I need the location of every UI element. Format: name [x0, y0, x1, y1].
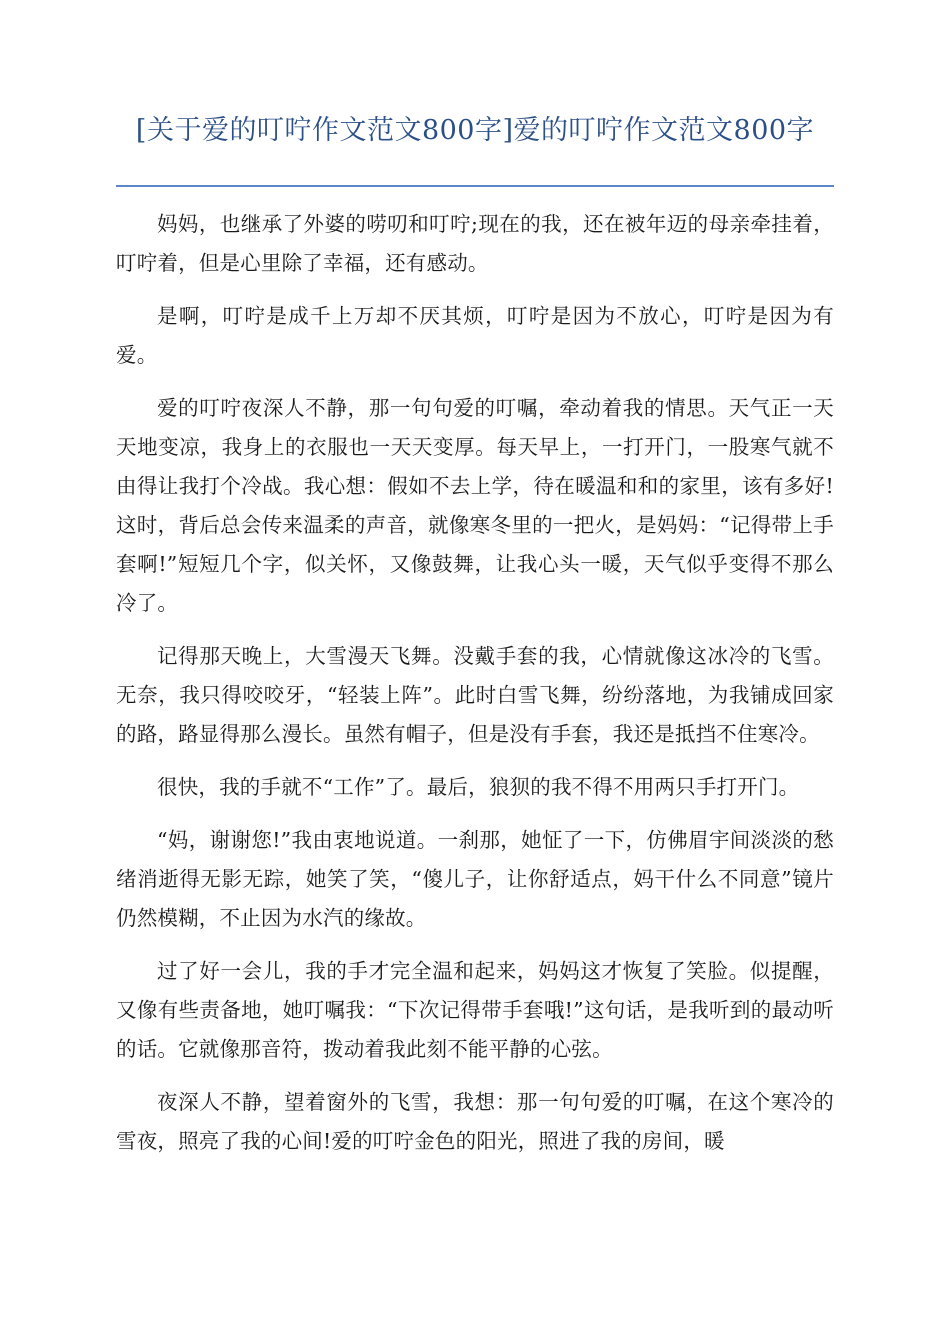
document-title: [关于爱的叮咛作文范文800字]爱的叮咛作文范文800字 — [135, 115, 815, 146]
paragraph-6: “妈，谢谢您!”我由衷地说道。一刹那，她怔了一下，仿佛眉宇间淡淡的愁绪消逝得无影无踪，她笑了笑，“傻儿子，让你舒适点，妈干什么不同意”镜片仍然模糊，不止因为水汽的缘故。 — [116, 828, 834, 930]
title-underline — [116, 185, 834, 187]
paragraph-4: 记得那天晚上，大雪漫天飞舞。没戴手套的我，心情就像这冰冷的飞雪。无奈，我只得咬咬牙，“轻装上阵”。此时白雪飞舞，纷纷落地，为我铺成回家的路，路显得那么漫长。虽然有帽子，但是没有手套，我还是抵挡不住寒冷。 — [116, 644, 834, 746]
document-body — [116, 205, 834, 1175]
paragraph-1: 妈妈，也继承了外婆的唠叨和叮咛;现在的我，还在被年迈的母亲牵挂着，叮咛着，但是心里除了幸福，还有感动。 — [116, 212, 834, 275]
title-block — [116, 112, 834, 150]
paragraph-5: 很快，我的手就不“工作”了。最后，狼狈的我不得不用两只手打开门。 — [157, 775, 800, 799]
paragraph-3: 爱的叮咛夜深人不静，那一句句爱的叮嘱，牵动着我的情思。天气正一天天地变凉，我身上的衣服也一天天变厚。每天早上，一打开门，一股寒气就不由得让我打个冷战。我心想：假如不去上学，待在暖温和和的家里，该有多好!这时，背后总会传来温柔的声音，就像寒冬里的一把火，是妈妈：“记得带上手套啊!”短短几个字，似关怀，又像鼓舞，让我心头一暖，天气似乎变得不那么冷了。 — [116, 396, 834, 615]
paragraph-8: 夜深人不静，望着窗外的飞雪，我想：那一句句爱的叮嘱，在这个寒冷的雪夜，照亮了我的心间!爱的叮咛金色的阳光，照进了我的房间，暖 — [116, 1090, 834, 1153]
paragraph-2: 是啊，叮咛是成千上万却不厌其烦，叮咛是因为不放心，叮咛是因为有爱。 — [116, 304, 834, 367]
paragraph-7: 过了好一会儿，我的手才完全温和起来，妈妈这才恢复了笑脸。似提醒，又像有些责备地，她叮嘱我：“下次记得带手套哦!”这句话，是我听到的最动听的话。它就像那音符，拨动着我此刻不能平静的心弦。 — [116, 959, 834, 1061]
